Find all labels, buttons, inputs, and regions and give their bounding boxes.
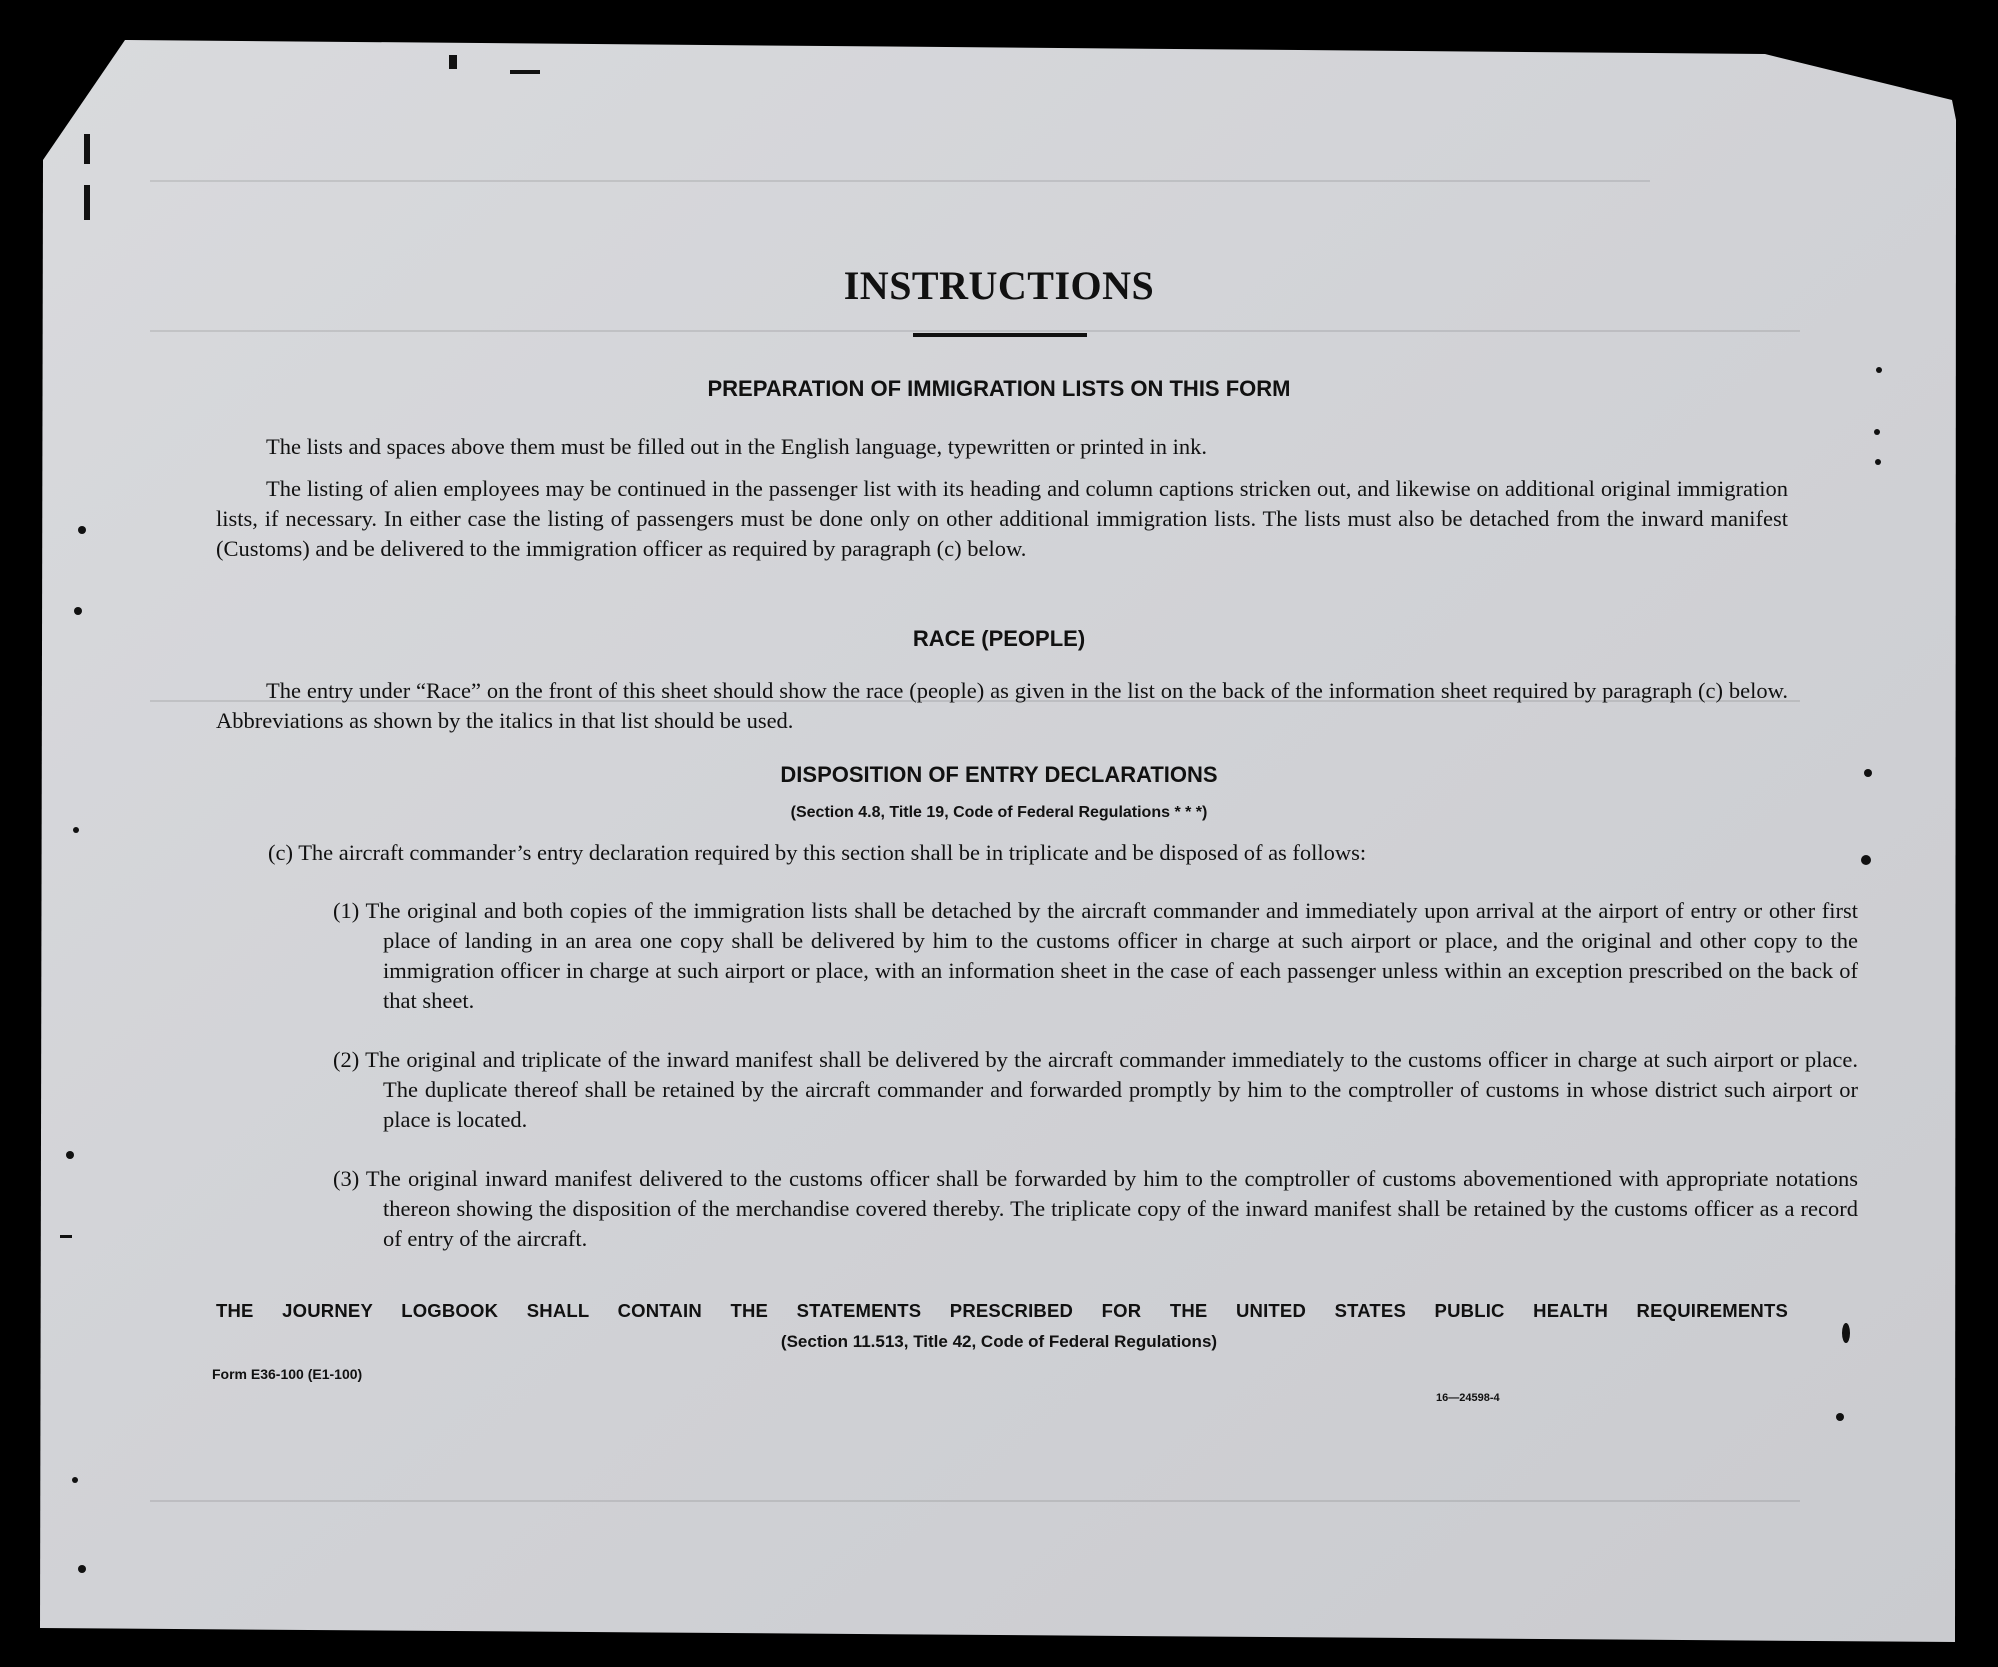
preparation-paragraph-2-text: The listing of alien employees may be continued in the passenger list with its heading and column captions stricken out, and likewise on additional original immigration lists, if necessary. In either case the listing of passengers must be done only on other additional immigration lists. The lists must also be detached from the inward manifest (Customs) and be delivered to the immigration officer as required by paragraph (c) below.	[216, 476, 1788, 561]
title-underline	[913, 333, 1087, 337]
preparation-paragraph-1	[216, 432, 1788, 462]
preparation-paragraph-2	[216, 474, 1788, 564]
disposition-item-2: (2) The original and triplicate of the inward manifest shall be delivered by the aircraft commander immediately to the customs officer in charge at such airport or place. The duplicate thereof shall be retained by the aircraft commander and forwarded promptly by him to the comptroller of customs in whose district such airport or place is located.	[333, 1047, 1858, 1132]
race-paragraph	[216, 676, 1788, 736]
preparation-paragraph-1-text: The lists and spaces above them must be filled out in the English language, typewritten or printed in ink.	[266, 434, 1208, 459]
page-title: INSTRUCTIONS	[843, 263, 1155, 308]
footer-statement: THE JOURNEY LOGBOOK SHALL CONTAIN THE STATEMENTS PRESCRIBED FOR THE UNITED STATES PUBLIC HEALTH REQUIREMENTS	[216, 1300, 1788, 1321]
footer-citation: (Section 11.513, Title 42, Code of Federal Regulations)	[780, 1332, 1218, 1351]
race-paragraph-text: The entry under “Race” on the front of this sheet should show the race (people) as given in the list on the back of the information sheet required by paragraph (c) below. Abbreviations as shown by the italics in that list should be used.	[216, 678, 1788, 733]
form-number: Form E36-100 (E1-100)	[212, 1366, 363, 1382]
section-heading-race: RACE (PEOPLE)	[912, 626, 1086, 651]
disposition-item-3: (3) The original inward manifest delivered to the customs officer shall be forwarded by him to the comptroller of customs abovementioned with appropriate notations thereon showing the disposition of the merchandise covered thereby. The triplicate copy of the inward manifest shall be retained by the customs officer as a record of entry of the aircraft.	[333, 1166, 1858, 1251]
section-heading-disposition: DISPOSITION OF ENTRY DECLARATIONS	[780, 762, 1218, 787]
disposition-item-1: (1) The original and both copies of the immigration lists shall be detached by the aircraft commander and immediately upon arrival at the airport of entry or other first place of landing in an area one copy shall be delivered by him to the customs officer in charge at such airport or place, and the original and other copy to the immigration officer in charge at such airport or place, with an information sheet in the case of each passenger unless within an exception prescribed on the back of that sheet.	[333, 898, 1858, 1013]
disposition-citation: (Section 4.8, Title 19, Code of Federal Regulations * * *)	[790, 804, 1208, 821]
section-heading-preparation: PREPARATION OF IMMIGRATION LISTS ON THIS FORM	[707, 376, 1291, 401]
disposition-intro: (c) The aircraft commander’s entry declaration required by this section shall be in triplicate and be disposed of as follows:	[268, 840, 1367, 865]
print-code: 16—24598-4	[1436, 1392, 1500, 1404]
